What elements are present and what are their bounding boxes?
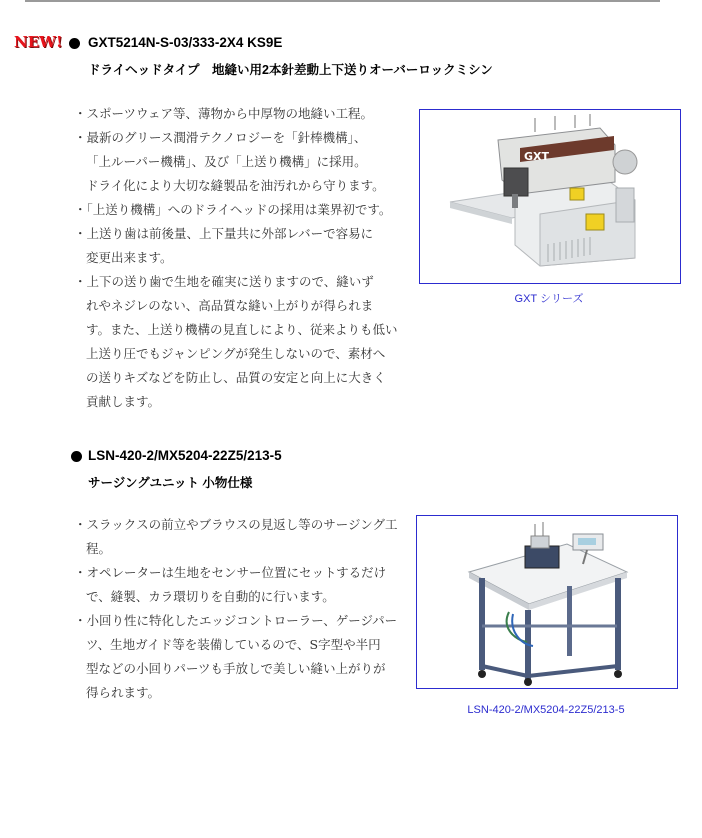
description-line: ドライ化により大切な縫製品を油汚れから守ります。 xyxy=(86,178,385,193)
top-divider xyxy=(25,0,660,2)
description-line: ・上送り歯は前後量、上下量共に外部レバーで容易に xyxy=(74,226,374,241)
description-line: 程。 xyxy=(86,541,112,556)
description-line: す。また、上送り機構の見直しにより、従来よりも低い xyxy=(86,322,398,337)
product-2-model: LSN-420-2/MX5204-22Z5/213-5 xyxy=(88,448,282,463)
description-line: 貢献します。 xyxy=(86,394,161,409)
description-line: 変更出来ます。 xyxy=(86,250,173,265)
overlock-machine-image xyxy=(420,110,680,283)
description-line: 上送り圧でもジャンピングが発生しないので、素材へ xyxy=(86,346,386,361)
description-line: 得られます。 xyxy=(86,685,161,700)
lsn-product-photo xyxy=(416,515,678,689)
description-line: ・スラックスの前立やブラウスの見返し等のサージング工 xyxy=(74,517,398,532)
product-1-description xyxy=(74,102,398,414)
gxt-logo-text: GXT xyxy=(524,150,550,163)
description-line: の送りキズなどを防止し、品質の安定と向上に大きく xyxy=(86,370,386,385)
lsn-photo-caption: LSN-420-2/MX5204-22Z5/213-5 xyxy=(467,704,625,716)
description-line: れやネジレのない、高品質な縫い上がりが得られま xyxy=(86,298,374,313)
description-line: ツ、生地ガイド等を装備しているので、S字型や半円 xyxy=(86,637,381,652)
description-line: ・スポーツウェア等、薄物から中厚物の地縫い工程。 xyxy=(74,106,374,121)
description-line: ・「上送り機構」へのドライヘッドの採用は業界初です。 xyxy=(74,202,392,217)
gxt-photo-caption: GXT シリーズ xyxy=(514,293,584,305)
product-2-description xyxy=(74,513,397,705)
description-line: ・上下の送り歯で生地を確実に送りますので、縫いず xyxy=(74,274,374,289)
description-line: ・最新のグリース潤滑テクノロジーを「針棒機構」、 xyxy=(74,130,367,145)
bullet-icon xyxy=(69,38,80,49)
surging-unit-image xyxy=(417,516,677,688)
description-line: 型などの小回りパーツも手放しで美しい縫い上がりが xyxy=(86,661,386,676)
product-2-subtitle: サージングユニット 小物仕様 xyxy=(88,476,253,490)
description-line: ・オペレーターは生地をセンサー位置にセットするだけ xyxy=(74,565,387,580)
gxt-product-photo xyxy=(419,109,681,284)
bullet-icon xyxy=(71,451,82,462)
product-1-subtitle: ドライヘッドタイプ 地縫い用2本針差動上下送りオーバーロックミシン xyxy=(88,63,493,77)
description-line: ・小回り性に特化したエッジコントローラー、ゲージパー xyxy=(74,613,398,628)
description-line: で、縫製、カラ環切りを自動的に行います。 xyxy=(86,589,335,604)
description-line: 「上ルーパー機構」、及び「上送り機構」に採用。 xyxy=(86,154,367,169)
product-1-model: GXT5214N-S-03/333-2X4 KS9E xyxy=(88,35,283,50)
new-badge: NEW! xyxy=(14,33,63,51)
